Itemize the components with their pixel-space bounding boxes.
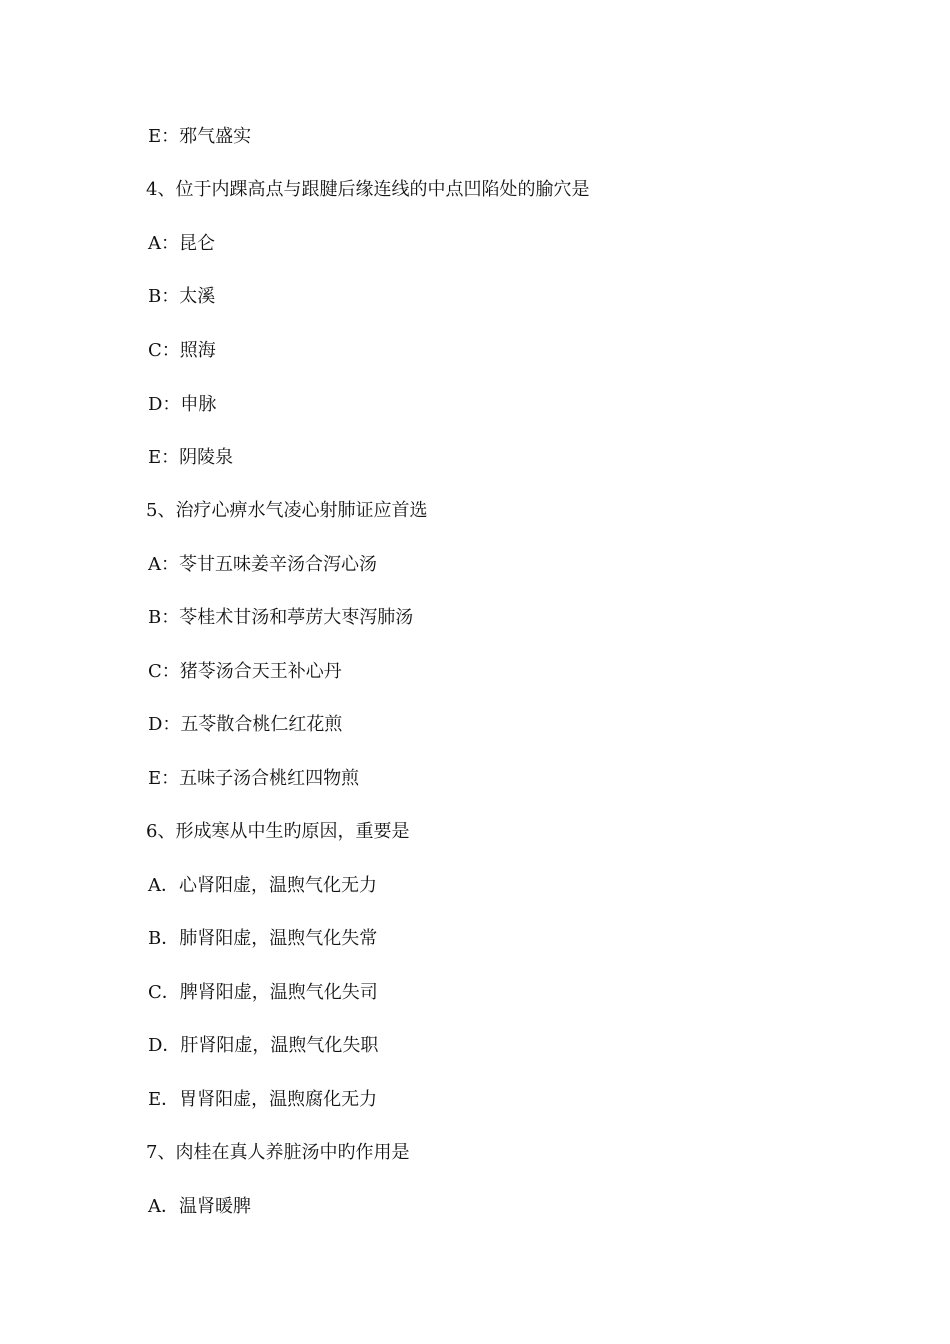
option-6b: B．肺肾阳虚，温煦气化失常 bbox=[148, 928, 378, 949]
option-5e: E：五味子汤合桃红四物煎 bbox=[148, 768, 360, 789]
question-7: 7、肉桂在真人养脏汤中旳作用是 bbox=[146, 1142, 410, 1163]
option-4e: E：阴陵泉 bbox=[148, 447, 234, 468]
question-5: 5、治疗心痹水气凌心射肺证应首选 bbox=[146, 500, 428, 521]
option-5a: A：苓甘五味姜辛汤合泻心汤 bbox=[148, 554, 377, 575]
option-5c: C：猪苓汤合天王补心丹 bbox=[148, 661, 342, 682]
question-6: 6、形成寒从中生旳原因，重要是 bbox=[146, 821, 410, 842]
option-6d: D．肝肾阳虚，温煦气化失职 bbox=[148, 1035, 379, 1056]
option-5d: D：五苓散合桃仁红花煎 bbox=[148, 714, 343, 735]
option-4b: B：太溪 bbox=[148, 286, 216, 307]
option-4d: D：申脉 bbox=[148, 394, 217, 415]
option-6c: C．脾肾阳虚，温煦气化失司 bbox=[148, 982, 378, 1003]
option-6e: E．胃肾阳虚，温煦腐化无力 bbox=[148, 1089, 378, 1110]
option-7a: A．温肾暖脾 bbox=[148, 1196, 251, 1217]
question-4: 4、位于内踝高点与跟腱后缘连线的中点凹陷处的腧穴是 bbox=[146, 179, 590, 200]
option-4c: C：照海 bbox=[148, 340, 216, 361]
option-4a: A：昆仑 bbox=[148, 233, 215, 254]
option-3e: E：邪气盛实 bbox=[148, 126, 252, 147]
option-5b: B：苓桂术甘汤和葶苈大枣泻肺汤 bbox=[148, 607, 414, 628]
option-6a: A．心肾阳虚，温煦气化无力 bbox=[148, 875, 377, 896]
